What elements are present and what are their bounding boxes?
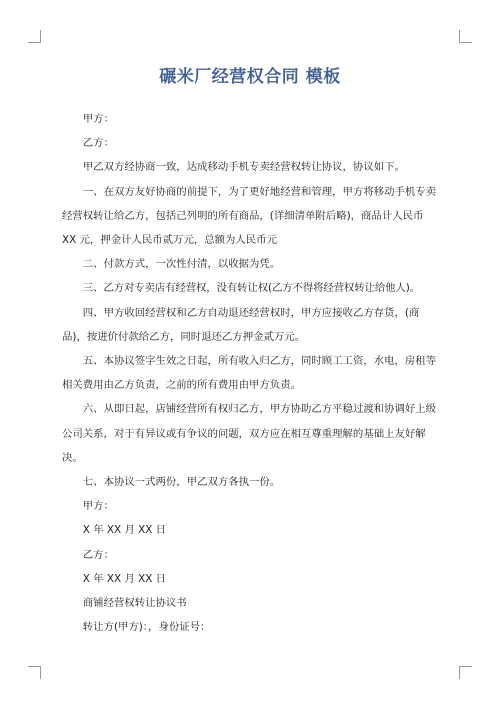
clause-five: 五、本协议签字生效之日起，所有收入归乙方，同时顾工工资，水电，房租等相关费用由乙方负责，之前的所有费用由甲方负责。 (62, 355, 437, 392)
date-party-a: X 年 XX 月 XX 日 (82, 524, 167, 537)
transferor-line: 转让方(甲方)：，身份证号： (82, 621, 211, 634)
document-body (62, 107, 440, 639)
corner-mark-bottom-right (459, 666, 472, 679)
clause-one: 一、在双方友好协商的前提下，为了更好地经营和管理，甲方将移动手机专卖经营权转让给乙方，包括己列明的所有商品，(详细清单附后略)，商品计人民币 XX 元，押金计人民币贰万元，总额为人民币元 (62, 185, 437, 247)
date-party-b: X 年 XX 月 XX 日 (82, 572, 167, 585)
second-document-heading: 商铺经营权转让协议书 (82, 597, 187, 610)
party-b-label: 乙方： (82, 137, 114, 150)
signature-party-a: 甲方： (82, 500, 114, 513)
clause-four: 四、甲方收回经营权和乙方自动退还经营权时，甲方应接收乙方存货，(商品)，按进价付款给乙方，同时退还乙方押金贰万元。 (62, 306, 420, 343)
document-title: 碾米厂经营权合同 模板 (159, 67, 341, 87)
corner-mark-top-right (459, 30, 472, 43)
clause-seven: 七、本协议一式两份，甲乙双方各执一份。 (82, 476, 281, 489)
clause-three: 三、乙方对专卖店有经营权，没有转让权(乙方不得将经营权转让给他人)。 (82, 282, 421, 295)
agreement-intro: 甲乙双方经协商一致，达成移动手机专卖经营权转让协议，协议如下。 (82, 161, 405, 174)
clause-six: 六、从即日起，店铺经营所有权归乙方，甲方协助乙方平稳过渡和协调好上级公司关系，对于有异议或有争议的问题，双方应在相互尊重理解的基础上友好解决。 (62, 403, 437, 464)
clause-two: 二、付款方式，一次性付清，以收据为凭。 (82, 258, 281, 271)
corner-mark-bottom-left (28, 666, 41, 679)
signature-party-b: 乙方： (82, 548, 114, 561)
party-a-label: 甲方： (82, 113, 114, 125)
corner-mark-top-left (28, 30, 41, 43)
